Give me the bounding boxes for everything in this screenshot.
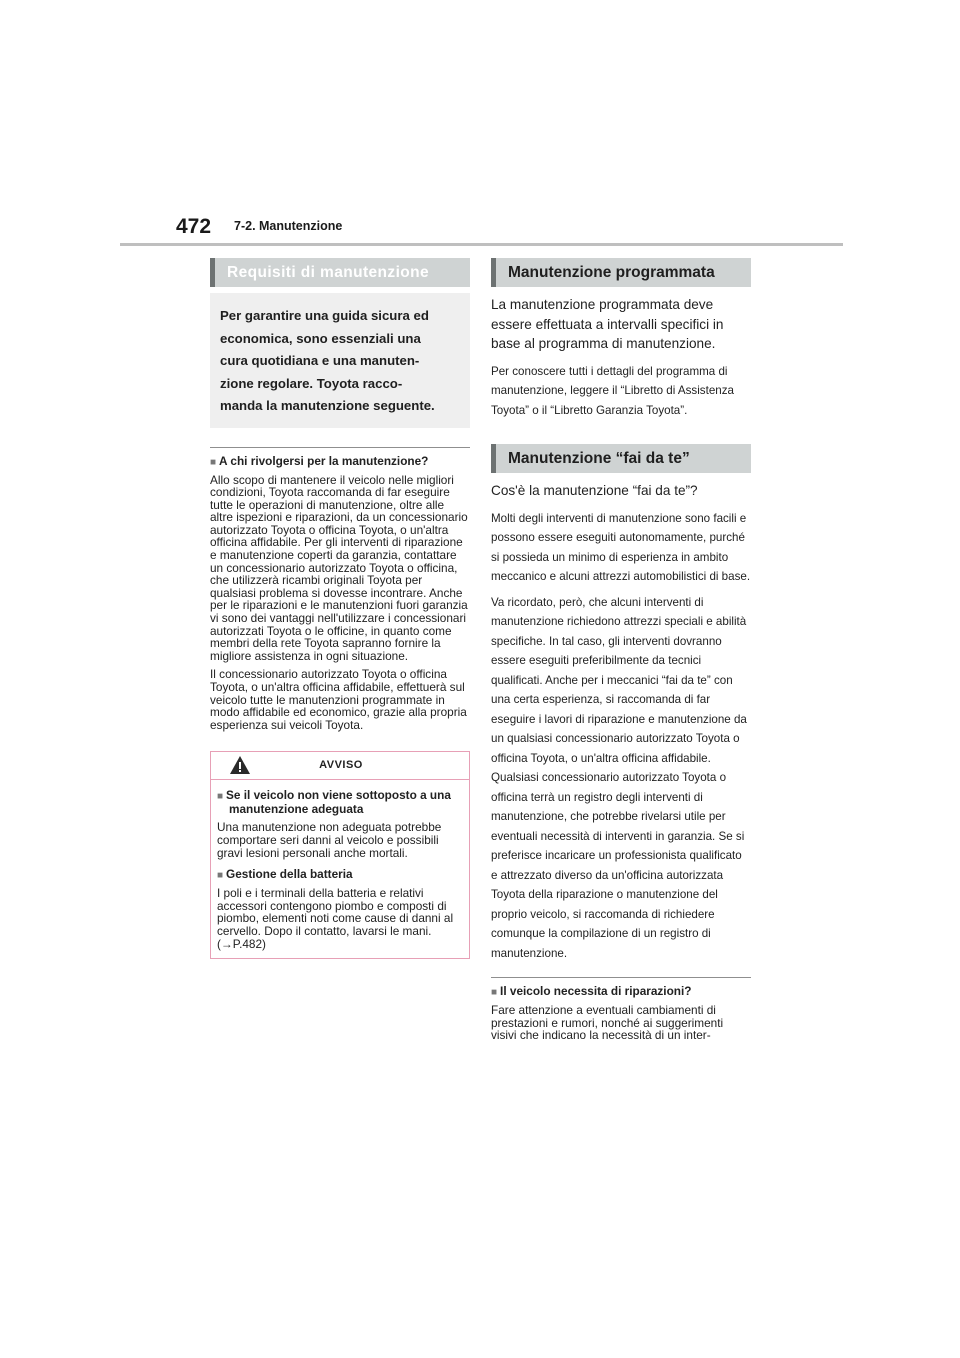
page-number: 472 <box>176 215 212 238</box>
warning-title: AVVISO <box>319 759 363 772</box>
subheading-text: Il veicolo necessita di riparazioni? <box>500 984 692 998</box>
square-bullet-icon: ■ <box>491 987 498 998</box>
warning-item-body: I poli e i terminali della batteria e relativi accessori contengono piombo e composti di piombo, elementi noti come cause di danni al cervello. Dopo il contatto, lavarsi le mani. (→P.482) <box>217 886 454 951</box>
heading-diy-maintenance: Manutenzione “fai da te” <box>491 444 751 473</box>
left-column <box>210 258 470 959</box>
subheading-repairs-needed <box>491 984 751 1000</box>
lead-paragraph: Cos'è la manutenzione “fai da te”? <box>491 483 698 498</box>
section-divider <box>491 977 751 978</box>
section-divider <box>210 447 470 448</box>
square-bullet-icon: ■ <box>217 791 224 803</box>
intro-line: cura quotidiana e una manuten- <box>220 353 420 368</box>
intro-box <box>210 293 470 428</box>
paragraph: Fare attenzione a eventuali cambiamenti di prestazioni e rumori, nonché ai suggerimenti visivi che indicano la necessità di un inter- <box>491 1003 724 1043</box>
subheading-who-to-contact <box>210 454 470 470</box>
warning-item-body: Una manutenzione non adeguata potrebbe comportare seri danni al veicolo e possibili gravi lesioni personali anche mortali. <box>217 820 442 860</box>
intro-line: manda la manutenzione seguente. <box>220 398 435 413</box>
intro-line: zione regolare. Toyota racco- <box>220 375 403 391</box>
header-divider <box>120 243 843 246</box>
warning-triangle-icon <box>229 755 251 775</box>
warning-item-heading-text: Gestione della batteria <box>226 867 353 882</box>
warning-box <box>210 751 470 959</box>
warning-header <box>211 752 469 780</box>
warning-item-heading-text: Se il veicolo non viene sottoposto a una manutenzione adeguata <box>226 788 451 817</box>
right-column <box>491 258 751 1042</box>
square-bullet-icon: ■ <box>217 870 224 882</box>
heading-maintenance-requirements: Requisiti di manutenzione <box>210 258 470 287</box>
intro-line: economica, sono essenziali una <box>220 330 421 346</box>
paragraph: Per conoscere tutti i dettagli del programma di manutenzione, leggere il “Libretto di Assistenza Toyota” o il “Libretto Garanzia Toyota”. <box>491 364 734 417</box>
section-title: 7-2. Manutenzione <box>234 219 343 233</box>
paragraph: Il concessionario autorizzato Toyota o officina Toyota, o un'altra officina affidabile, effettuerà sul veicolo tutte le manutenzioni programmate in modo affidabile ed economico, grazie alla propria esperienza sui veicoli Toyota. <box>210 667 467 732</box>
heading-scheduled-maintenance: Manutenzione programmata <box>491 258 751 287</box>
warning-item-heading <box>217 868 463 882</box>
lead-paragraph: La manutenzione programmata deve essere effettuata a intervalli specifici in base al programma di manutenzione. <box>491 297 724 351</box>
subheading-text: A chi rivolgersi per la manutenzione? <box>219 453 429 468</box>
paragraph: Molti degli interventi di manutenzione sono facili e possono essere eseguiti autonomamente, purché si possieda un minimo di esperienza in ambito meccanico e alcuni attrezzi automobilistici di base. <box>491 511 751 583</box>
paragraph: Allo scopo di mantenere il veicolo nelle migliori condizioni, Toyota raccomanda di far eseguire tutte le operazioni di manutenzione, oltre alle altre ispezioni e riparazioni, da un concessionario autorizzato Toyota o officina Toyota, o un'altra officina affidabile. Per gli interventi di riparazione e manutenzione coperti da garanzia, contattare un concessionario autorizzato Toyota o officina, che utilizzerà ricambi originali Toyota per qualsiasi problema si dovesse incontrare. Anche per le riparazioni e le manutenzioni fuori garanzia vi sono dei vantaggi nell'utilizzare i concessionari autorizzati Toyota o le officine, in quanto come membri della rete Toyota sapranno fornire la migliore assistenza in ogni situazione. <box>210 472 468 663</box>
paragraph: Va ricordato, però, che alcuni interventi di manutenzione richiedono attrezzi speciali e abilità specifiche. In tal caso, gli interventi dovranno essere eseguiti preferibilmente da tecnici qualificati. Anche per i meccanici “fai da te” con una certa esperienza, si raccomanda di far eseguire i lavori di riparazione e manutenzione da un qualsiasi concessionario autorizzato Toyota o officina Toyota, o un'altra officina affidabile. Qualsiasi concessionario autorizzato Toyota o officina terrà un registro degli interventi di manutenzione, che potrebbe rivelarsi utile per eventuali necessità di interventi in garanzia. Se si preferisce incaricare un professionista qualificato e attrezzato diverso da un'officina autorizzata Toyota della riparazione o manutenzione del proprio veicolo, si raccomanda di richiedere comunque la compilazione di un registro di manutenzione. <box>491 595 747 960</box>
warning-item-heading <box>217 789 463 816</box>
square-bullet-icon: ■ <box>210 456 217 468</box>
intro-line: Per garantire una guida sicura ed <box>220 308 429 323</box>
